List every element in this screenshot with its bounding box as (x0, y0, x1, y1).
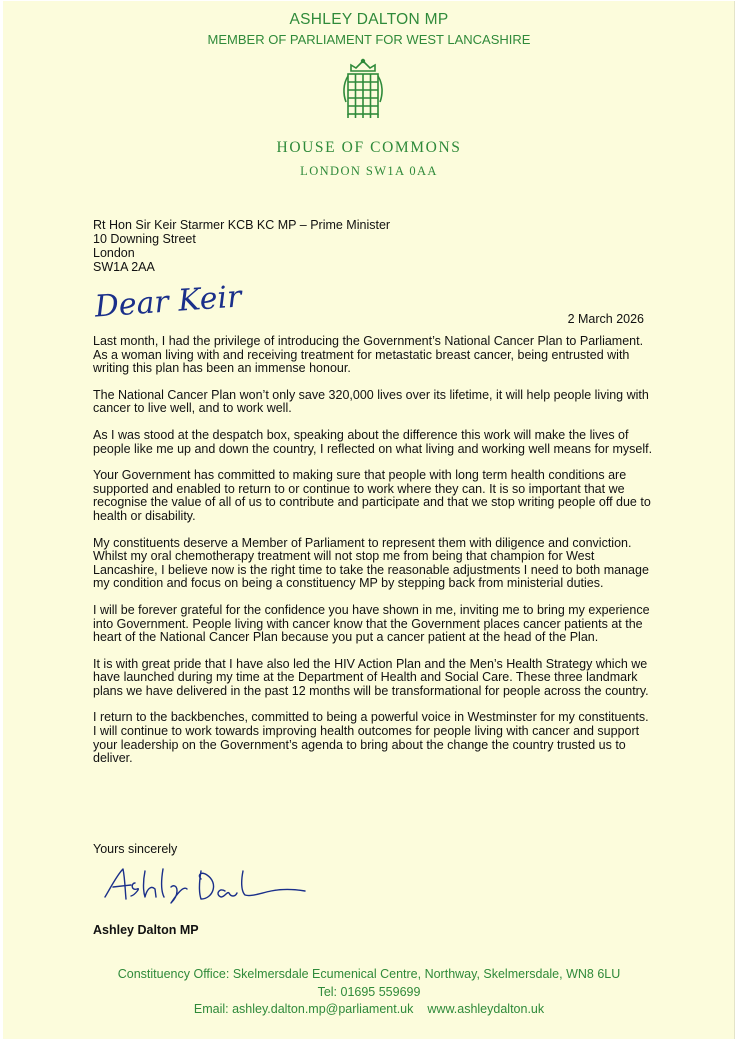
footer-tel: Tel: 01695 559699 (317, 985, 421, 999)
recipient-line: London (93, 246, 135, 260)
recipient-line: 10 Downing Street (93, 232, 196, 246)
letter-date: 2 March 2026 (567, 312, 644, 326)
recipient-address (93, 218, 390, 274)
body-paragraph: The National Cancer Plan won’t only save 320,000 lives over its lifetime, it will help people living with cancer to live well, and to work well. (93, 387, 649, 416)
body-paragraph: Last month, I had the privilege of introducing the Government’s National Cancer Plan to Parliament. As a woman living with and receiving treatment for metastatic breast cancer, being entrusted with writing this plan has been an immense honour. (93, 334, 644, 376)
body-paragraph: As I was stood at the despatch box, speaking about the difference this work will make the lives of people like me up and down the country, I reflected on what living and working well means for myself. (93, 427, 653, 456)
institution-address: LONDON SW1A 0AA (300, 164, 438, 178)
handwritten-salutation (93, 278, 253, 326)
body-paragraph: It is with great pride that I have also led the HIV Action Plan and the Men’s Health Strategy which we have launched during my time at the Department of Health and Social Care. These three landmark plans we have delivered in the past 12 months will be transformational for people across the country. (93, 656, 649, 698)
footer-email[interactable]: Email: ashley.dalton.mp@parliament.uk (193, 1002, 414, 1016)
letter-body (93, 335, 653, 779)
recipient-line: SW1A 2AA (93, 260, 155, 274)
body-paragraph: I will be forever grateful for the confidence you have shown in me, inviting me to bring my experience into Government. People living with cancer know that the Government places cancer patients at the heart of the National Cancer Plan because you put a cancer patient at the head of the Plan. (93, 602, 650, 645)
letter-page (3, 1, 735, 1039)
body-paragraph: I return to the backbenches, committed to being a powerful voice in Westminster for my constituents. I will continue to work towards improving health outcomes for people living with cancer and support your leadership on the Government’s agenda to bring about the change the country trusted us to deliver. (93, 710, 649, 766)
letterhead-name: ASHLEY DALTON MP (289, 11, 449, 28)
institution-name: HOUSE OF COMMONS (276, 139, 462, 156)
salutation-text: Dear Keir (93, 279, 243, 325)
closing: Yours sincerely (93, 842, 178, 856)
footer-office: Constituency Office: Skelmersdale Ecumenical Centre, Northway, Skelmersdale, WN8 6LU (117, 967, 621, 981)
body-paragraph: My constituents deserve a Member of Parliament to represent them with diligence and conviction. Whilst my oral chemotherapy treatment will not stop me from being that champion for West Lancashire, I believe now is the right time to take the reasonable adjustments I need to both manage my condition and focus on being a constituency MP by stepping back from ministerial duties. (93, 535, 649, 591)
handwritten-signature (101, 861, 311, 905)
letterhead-subtitle: MEMBER OF PARLIAMENT FOR WEST LANCASHIRE (207, 32, 531, 47)
portcullis-icon (342, 58, 384, 124)
signer-name: Ashley Dalton MP (93, 923, 199, 937)
footer-website[interactable]: www.ashleydalton.uk (427, 1002, 545, 1016)
body-paragraph: Your Government has committed to making sure that people with long term health conditions are supported and enabled to return to or continue to work where they can. It is so important that we recognise the value of all of us to contribute and participate and that we stop writing people off due to health or disability. (93, 468, 651, 523)
recipient-line: Rt Hon Sir Keir Starmer KCB KC MP – Prime Minister (93, 218, 391, 232)
footer-contact (3, 1002, 735, 1016)
